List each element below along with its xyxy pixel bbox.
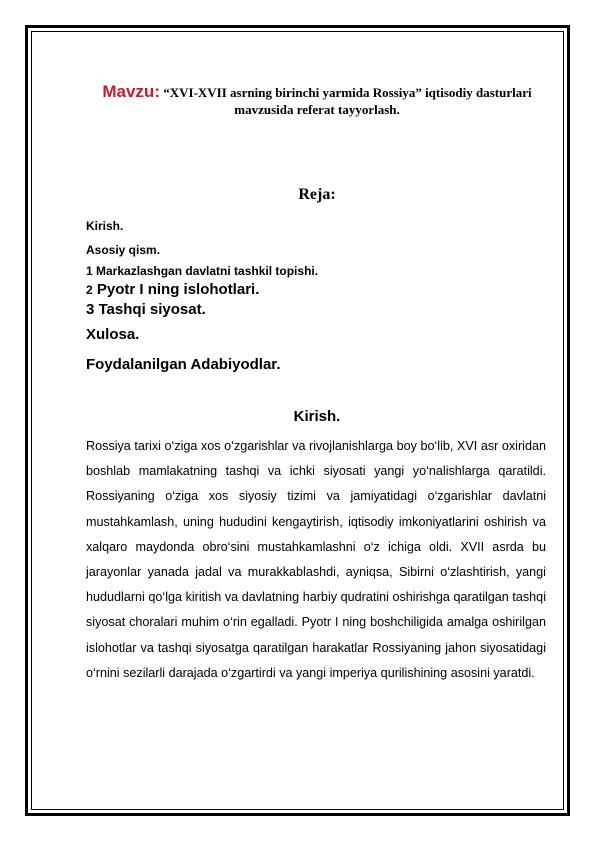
topic-text: “XVI-XVII asrning birinchi yarmida Rossiya” iqtisodiy dasturlari mavzusida referat tayyorlash. (163, 85, 532, 117)
plan-item-4-text: Pyotr I ning islohotlari. (96, 281, 260, 298)
plan-list (86, 214, 546, 380)
plan-item-1: Kirish. (86, 219, 124, 233)
plan-item-6: Xulosa. (86, 326, 140, 343)
plan-item-2: Asosiy qism. (86, 243, 161, 257)
intro-paragraph: Rossiya tarixi o‘ziga xos o‘zgarishlar va rivojlanishlarga boy bo‘lib, XVI asr oxiridan boshlab mamlakatning tashqi va ichki siyosati yangi yo‘nalishlarga qaratildi. Rossiyaning o‘ziga xos siyosiy tizimi va jamiyatidagi o‘zgarishlar davlatni mustahkamlash, uning hududini kengaytirish, iqtisodiy imkoniyatlarini oshirish va xalqaro maydonda obro‘sini mustahkamlashni o‘z ichiga oldi. XVII asrda bu jarayonlar yanada jadal va murakkablashdi, ayniqsa, Sibirni o‘zlashtirish, yangi hududlarni qo‘lga kiritish va davlatning harbiy qudratini oshirishga qaratilgan tashqi siyosat choralari muhim o‘rin egalladi. Pyotr I ning boshchiligida amalga oshirilgan islohotlar va tashqi siyosatga qaratilgan harakatlar Rossiyaning jahon siyosatidagi o‘rnini sezilarli darajada o‘zgartirdi va yangi imperiya qurilishining asosini yaratdi. (86, 439, 546, 680)
plan-title: Reja: (298, 186, 336, 203)
plan-item-3: 1 Markazlashgan davlatni tashkil topishi. (86, 264, 319, 278)
plan-item-4-number: 2 (86, 283, 93, 297)
plan-item-4 (86, 280, 546, 300)
topic-heading (82, 83, 552, 118)
plan-item-5: 3 Tashqi siyosat. (86, 301, 206, 318)
intro-title: Kirish. (293, 408, 341, 425)
plan-item-7: Foydalanilgan Adabiyodlar. (86, 356, 281, 373)
topic-label: Mavzu: (102, 82, 160, 101)
